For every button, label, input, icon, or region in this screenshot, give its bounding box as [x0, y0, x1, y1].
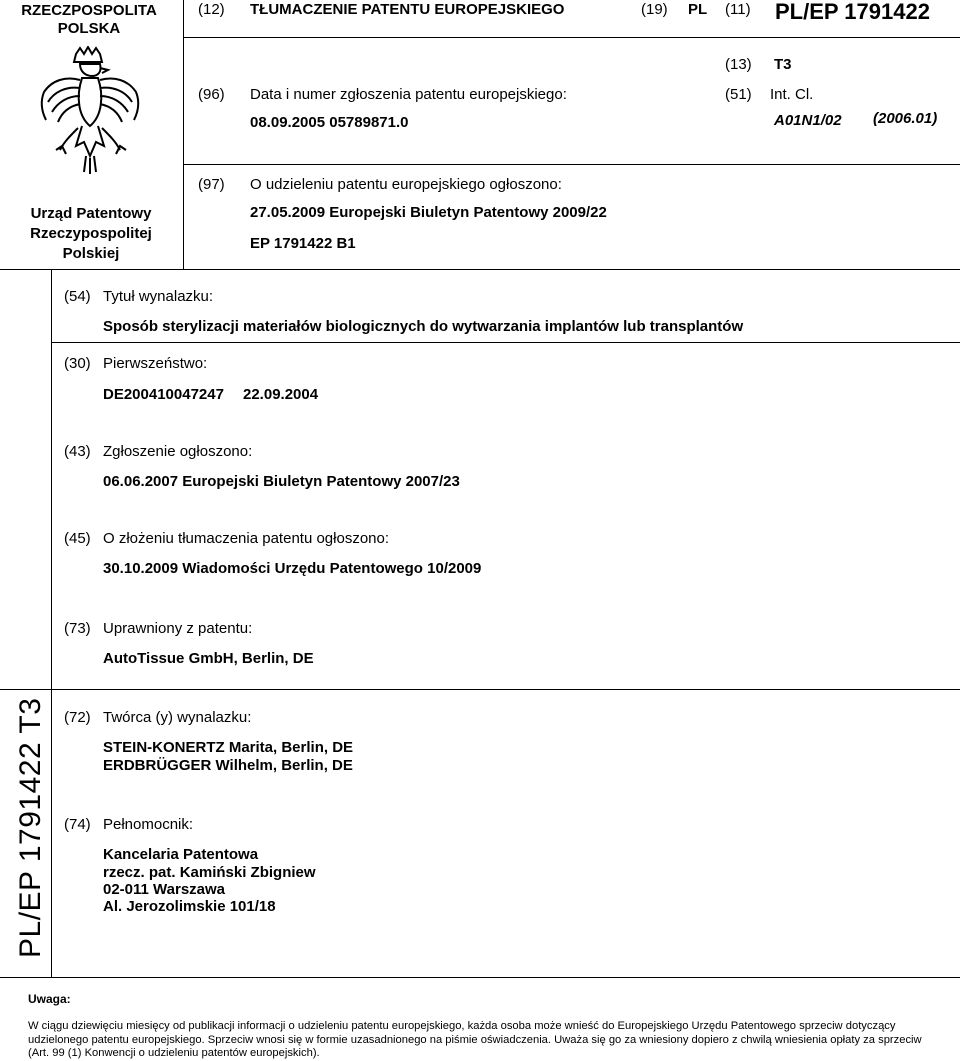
title-value: Sposób sterylizacji materiałów biologicznych do wytwarzania implantów lub transplantów: [103, 318, 744, 335]
document-type: TŁUMACZENIE PATENTU EUROPEJSKIEGO: [250, 1, 565, 18]
code-12: (12): [198, 1, 225, 18]
title-label: Tytuł wynalazku:: [103, 288, 214, 305]
kind-code: T3: [774, 56, 792, 73]
ep-number: EP 1791422 B1: [250, 235, 356, 252]
int-cl-label: Int. Cl.: [770, 86, 814, 103]
translation-label: O złożeniu tłumaczenia patentu ogłoszono:: [103, 530, 390, 547]
side-patent-number: PL/EP 1791422 T3: [14, 697, 47, 958]
int-cl-year: (2006.01): [873, 110, 938, 127]
code-13: (13): [725, 56, 752, 73]
attorney-line-3: 02-011 Warszawa: [103, 881, 226, 898]
priority-number: DE200410047247: [103, 386, 224, 403]
owner-label: Uprawniony z patentu:: [103, 620, 253, 637]
published-label: Zgłoszenie ogłoszono:: [103, 443, 253, 460]
title-rule: [52, 342, 960, 343]
published-value: 06.06.2007 Europejski Biuletyn Patentowy 2007/23: [103, 473, 460, 490]
priority-label: Pierwszeństwo:: [103, 355, 208, 372]
code-96: (96): [198, 86, 225, 103]
owner-value: AutoTissue GmbH, Berlin, DE: [103, 650, 314, 667]
grant-label: O udzieleniu patentu europejskiego ogłoszono:: [250, 176, 562, 193]
header-vertical-rule: [183, 0, 184, 270]
footer-top-rule: [0, 977, 960, 978]
patent-office-name: Urząd Patentowy Rzeczypospolitej Polskiej: [30, 205, 152, 262]
side-vertical-rule: [51, 270, 52, 978]
code-19: (19): [641, 1, 668, 18]
code-51: (51): [725, 86, 752, 103]
grant-value: 27.05.2009 Europejski Biuletyn Patentowy 2009/22: [250, 204, 607, 221]
priority-date: 22.09.2004: [243, 386, 319, 403]
attorney-line-1: Kancelaria Patentowa: [103, 846, 259, 863]
code-43: (43): [64, 443, 91, 460]
polish-eagle-emblem-icon: [36, 46, 146, 178]
country-code: PL: [688, 1, 708, 18]
application-value: 08.09.2005 05789871.0: [250, 114, 409, 131]
country-name: RZECZPOSPOLITA POLSKA: [21, 2, 157, 37]
inventor-1: STEIN-KONERTZ Marita, Berlin, DE: [103, 739, 354, 756]
code-97: (97): [198, 176, 225, 193]
code-54: (54): [64, 288, 91, 305]
attorney-line-4: Al. Jerozolimskie 101/18: [103, 898, 276, 915]
application-label: Data i numer zgłoszenia patentu europejskiego:: [250, 86, 567, 103]
note-label: Uwaga:: [28, 992, 71, 1006]
header-top-rule: [184, 37, 960, 38]
int-cl-code: A01N1/02: [774, 112, 842, 129]
header-middle-rule: [184, 164, 960, 165]
note-text: W ciągu dziewięciu miesięcy od publikacji informacji o udzieleniu patentu europejskiego, każda osoba może wnieść do Europejskiego Urzędu Patentowego sprzeciw dotyczący udzielonego patentu europejskiego. Sprzeciw wnosi się w formie uzasadnionego na piśmie oświadczenia. Uważa się go za wniesiony dopiero z chwilą wniesienia opłaty za sprzeciw (Art. 99 (1) Konwencji o udzieleniu patentów europejskich).: [28, 1020, 922, 1059]
code-73: (73): [64, 620, 91, 637]
code-30: (30): [64, 355, 91, 372]
code-72: (72): [64, 709, 91, 726]
code-74: (74): [64, 816, 91, 833]
inventor-2: ERDBRÜGGER Wilhelm, Berlin, DE: [103, 757, 353, 774]
header-bottom-rule: [0, 269, 960, 270]
translation-value: 30.10.2009 Wiadomości Urzędu Patentowego 10/2009: [103, 560, 482, 577]
code-45: (45): [64, 530, 91, 547]
owner-rule: [0, 689, 960, 690]
code-11: (11): [725, 1, 751, 18]
patent-number: PL/EP 1791422: [775, 0, 930, 24]
attorney-label: Pełnomocnik:: [103, 816, 194, 833]
attorney-line-2: rzecz. pat. Kamiński Zbigniew: [103, 864, 316, 881]
inventors-label: Twórca (y) wynalazku:: [103, 709, 252, 726]
